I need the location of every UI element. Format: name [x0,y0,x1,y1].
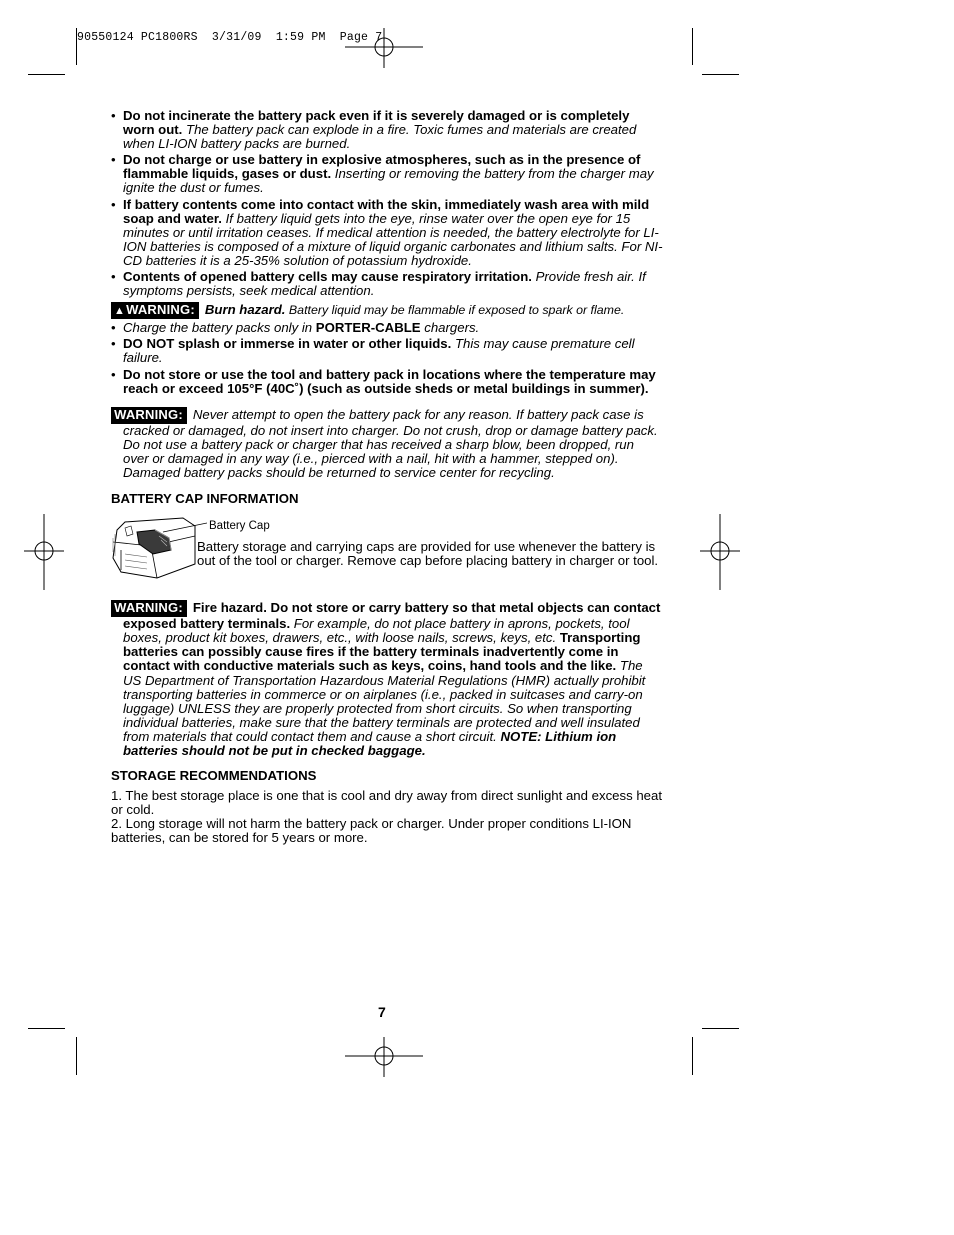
bullet-italic-text: Inserting or removing the battery from the charger may ignite the dust or fumes. [123,166,654,196]
bullet-bold-text: Contents of opened battery cells may cause respiratory irritation. [123,269,532,285]
crop-mark-tr-h [702,74,739,75]
bullet-dot: • [111,366,116,382]
section-heading-battery-cap: BATTERY CAP INFORMATION [111,491,299,507]
crop-mark-bl-v [76,1037,77,1075]
bullet-bold-text: If battery contents come into contact with the skin, immediately wash area with mild soap and water. [123,196,650,226]
safety-bullet [111,321,663,335]
warning-badge [102,600,187,617]
registration-mark-left-icon [24,514,64,590]
battery-cap-illustration-icon [111,512,207,586]
crop-mark-tl-v [76,28,77,65]
warning-label: WARNING: [114,600,183,616]
crop-mark-bl-h [28,1028,65,1029]
registration-mark-bottom-icon [345,1037,423,1077]
warning-bold-text: Burn hazard. [204,302,286,318]
bullet-bold-text: Do not charge or use battery in explosive atmospheres, such as in the presence of flammable liquids, gases or dust. [123,152,641,182]
safety-bullet [111,337,663,365]
warning-note-text: NOTE: Lithium ion batteries should not be put in checked baggage. [123,728,617,758]
warning-italic-text: Never attempt to open the battery pack for any reason. If battery pack case is cracked or damaged, do not insert into charger. Do not crush, drop or damage battery pack. Do not use a battery pack or charger that has received a sharp blow, been dropped, run over or damaged in any way (i.e., pierced with a nail, hit with a hammer, stepped on). Damaged battery packs should be returned to service center for recycling. [123,406,658,480]
bullet-dot: • [111,269,116,285]
warning-triangle-icon: ▲ [102,409,114,422]
warning-badge [111,302,199,319]
bullet-dot: • [111,152,116,168]
bullet-dot: • [111,336,116,352]
warning-bold-text: Fire hazard. Do not store or carry battery so that metal objects can contact exposed battery terminals. [123,600,661,632]
bullet-italic-text: chargers. [420,320,480,336]
bullet-italic-text: Provide fresh air. If symptoms persists, seek medical attention. [123,269,646,299]
safety-bullet [111,368,663,396]
warning-triangle-icon: ▲ [114,305,126,318]
warning-badge [102,406,187,424]
page-content [102,108,663,846]
bullet-italic-text: The battery pack can explode in a fire. Toxic fumes and materials are created when LI-ION battery packs are burned. [123,122,637,152]
page-number: 7 [378,1004,386,1020]
warning-label: WARNING: [114,406,183,422]
crop-mark-tl-h [28,74,65,75]
warning-triangle-icon: ▲ [102,603,114,616]
warning-bold-text: Transporting batteries can possibly cause fires if the battery terminals inadvertently come in contact with conductive materials such as keys, coins, hand tools and the like. [123,630,641,674]
storage-item-2: 2. Long storage will not harm the battery pack or charger. Under proper conditions LI-ION batteries, can be stored for 5 years or more. [111,816,632,846]
warning-italic-text: The US Department of Transportation Hazardous Material Regulations (HMR) actually prohibit transporting batteries in commerce or on airplanes (i.e., packed in suitcases and carry-on luggage) UNLESS they are properly protected from short circuits. So when transporting individual batteries, make sure that the battery terminals are protected and well insulated from materials that could contact them and cause a short circuit. [123,658,646,744]
bullet-italic-text: This may cause premature cell failure. [123,336,635,366]
crop-mark-tr-v [692,28,693,65]
crop-mark-br-v [692,1037,693,1075]
print-slug: 90550124 PC1800RS 3/31/09 1:59 PM Page 7 [77,31,383,44]
warning-do-not-open [102,406,663,480]
warning-fire-hazard [102,600,663,758]
warning-italic-text: For example, do not place battery in aprons, pockets, tool boxes, product kit boxes, drawers, etc., with loose nails, screws, keys, etc. [123,616,630,646]
safety-bullet [111,153,663,195]
registration-mark-right-icon [700,514,740,590]
battery-cap-description: Battery storage and carrying caps are provided for use whenever the battery is out of the tool or charger. Remove cap before placing battery in charger or tool. [197,539,659,569]
bullet-bold-text: Do not incinerate the battery pack even if it is severely damaged or is completely worn out. [123,108,630,138]
crop-mark-br-h [702,1028,739,1029]
brand-name: PORTER-CABLE [315,320,421,336]
safety-bullet [111,270,663,298]
warning-label: WARNING: [126,302,195,318]
battery-cap-figure [111,512,663,588]
safety-bullet [111,109,663,151]
registration-mark-top-icon [345,28,423,68]
storage-item-1: 1. The best storage place is one that is cool and dry away from direct sunlight and excess heat or cold. [111,788,663,818]
bullet-dot: • [111,196,116,212]
warning-burn-hazard [111,302,663,319]
bullet-bold-text: DO NOT splash or immerse in water or other liquids. [123,336,452,352]
bullet-italic-text: Charge the battery packs only in [123,320,316,336]
bullet-dot: • [111,108,116,123]
safety-bullet [111,198,663,268]
battery-cap-label: Battery Cap [209,520,270,533]
section-heading-storage: STORAGE RECOMMENDATIONS [111,768,317,784]
bullet-dot: • [111,320,116,336]
bullet-bold-text: Do not store or use the tool and battery pack in locations where the temperature may reach or exceed 105°F (40C˚) (such as outside sheds or metal buildings in summer). [123,366,656,396]
warning-italic-text: Battery liquid may be flammable if exposed to spark or flame. [285,303,625,318]
bullet-italic-text: If battery liquid gets into the eye, rinse water over the open eye for 15 minutes or until irritation ceases. If medical attention is needed, the battery electrolyte for LI-ION batteries is composed of a mixture of liquid organic carbonates and lithium salts. For NI-CD batteries it is a 25-35% solution of potassium hydroxide. [123,210,663,268]
